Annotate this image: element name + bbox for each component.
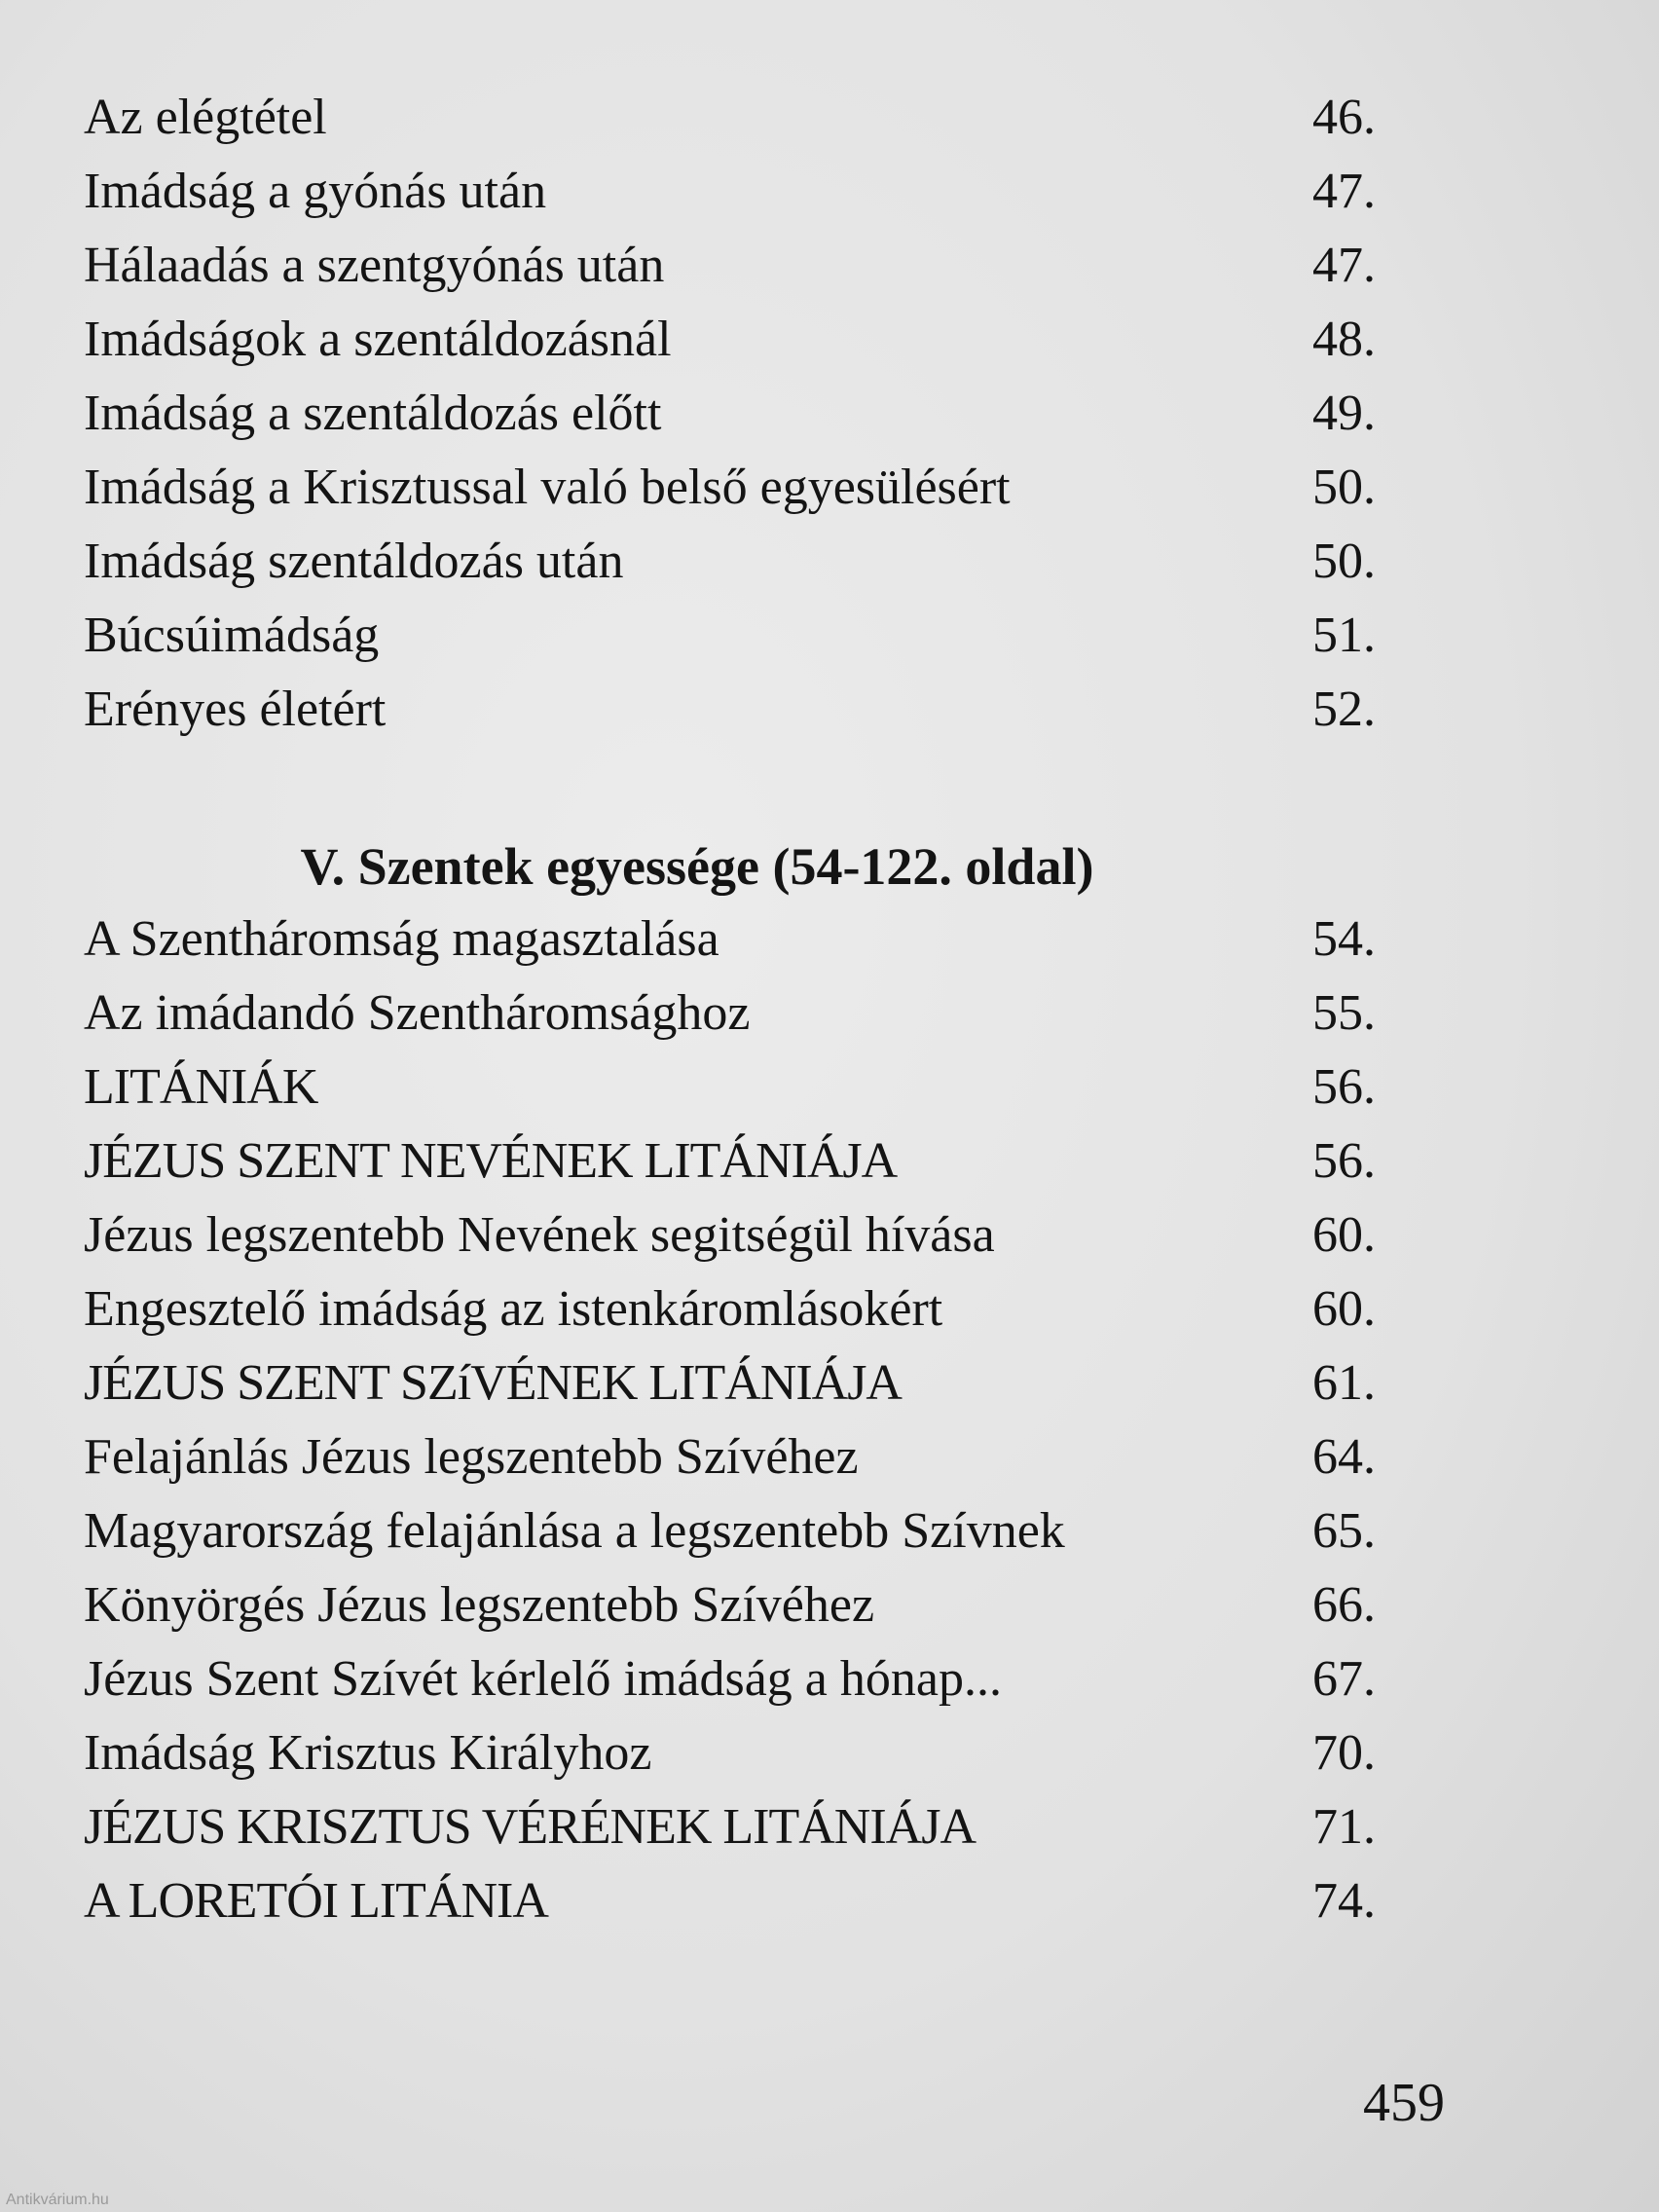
toc-entry	[84, 1493, 1388, 1569]
entry-page: 56.	[1312, 1059, 1376, 1115]
page-number: 459	[1363, 2073, 1445, 2133]
entry-title: JÉZUS KRISZTUS VÉRÉNEK LITÁNIÁJA	[84, 1799, 977, 1855]
entry-page: 61.	[1312, 1355, 1376, 1411]
toc-entry	[84, 1346, 1388, 1421]
entry-title: JÉZUS SZENT NEVÉNEK LITÁNIÁJA	[84, 1133, 898, 1189]
toc-entry	[84, 902, 1388, 977]
entry-title: Búcsúimádság	[84, 608, 380, 663]
entry-page: 67.	[1312, 1651, 1376, 1707]
toc-entry	[84, 1641, 1388, 1717]
entry-title: Az imádandó Szentháromsághoz	[84, 985, 751, 1041]
entry-title: Imádság a szentáldozás előtt	[84, 386, 662, 441]
entry-title: A LORETÓI LITÁNIA	[84, 1873, 548, 1929]
entry-page: 52.	[1312, 682, 1376, 737]
entry-page: 66.	[1312, 1577, 1376, 1633]
toc-entry	[84, 228, 1388, 304]
entry-title: A Szentháromság magasztalása	[84, 911, 719, 967]
entry-title: Hálaadás a szentgyónás után	[84, 238, 665, 293]
toc-entry	[84, 302, 1388, 378]
entry-title: Imádság a gyónás után	[84, 164, 547, 219]
entry-page: 60.	[1312, 1207, 1376, 1263]
toc-entry	[84, 1419, 1388, 1495]
entry-page: 64.	[1312, 1429, 1376, 1485]
entry-page: 55.	[1312, 985, 1376, 1041]
entry-title: Felajánlás Jézus legszentebb Szívéhez	[84, 1429, 859, 1485]
entry-page: 48.	[1312, 312, 1376, 367]
watermark-text: Antikvárium.hu	[6, 2192, 109, 2208]
entry-title: Imádságok a szentáldozásnál	[84, 312, 672, 367]
toc-entry	[84, 1124, 1388, 1199]
toc-entry	[84, 154, 1388, 230]
entry-page: 65.	[1312, 1503, 1376, 1559]
entry-title: Jézus legszentebb Nevének segitségül hívása	[84, 1207, 995, 1263]
entry-page: 50.	[1312, 460, 1376, 515]
entry-page: 47.	[1312, 238, 1376, 293]
entry-page: 74.	[1312, 1873, 1376, 1929]
toc-entry	[84, 1863, 1388, 1939]
entry-page: 54.	[1312, 911, 1376, 967]
entry-title: Imádság a Krisztussal való belső egyesülésért	[84, 460, 1011, 515]
toc-entry	[84, 376, 1388, 452]
toc-entry	[84, 1198, 1388, 1273]
toc-entry	[84, 1789, 1388, 1865]
toc-entry	[84, 598, 1388, 674]
entry-page: 70.	[1312, 1725, 1376, 1781]
entry-page: 49.	[1312, 386, 1376, 441]
entry-page: 46.	[1312, 90, 1376, 145]
entry-title: Az elégtétel	[84, 90, 327, 145]
entry-page: 50.	[1312, 534, 1376, 589]
toc-entry	[84, 1715, 1388, 1791]
toc-entry	[84, 1567, 1388, 1643]
entry-page: 47.	[1312, 164, 1376, 219]
entry-title: Erényes életért	[84, 682, 387, 737]
entry-page: 51.	[1312, 608, 1376, 663]
entry-title: Imádság szentáldozás után	[84, 534, 624, 589]
toc-entry	[84, 450, 1388, 526]
entry-title: Jézus Szent Szívét kérlelő imádság a hónap...	[84, 1651, 1002, 1707]
entry-title: Magyarország felajánlása a legszentebb Szívnek	[84, 1503, 1065, 1559]
entry-page: 71.	[1312, 1799, 1376, 1855]
toc-entry	[84, 1272, 1388, 1347]
entry-title: JÉZUS SZENT SZíVÉNEK LITÁNIÁJA	[84, 1355, 902, 1411]
toc-entry	[84, 976, 1388, 1051]
toc-entry	[84, 524, 1388, 600]
toc-entry	[84, 672, 1388, 748]
toc-entry	[84, 1050, 1388, 1125]
section-heading: V. Szentek egyessége (54-122. oldal)	[300, 837, 1094, 896]
entry-page: 60.	[1312, 1281, 1376, 1337]
entry-page: 56.	[1312, 1133, 1376, 1189]
toc-entry	[84, 80, 1388, 156]
entry-title: Engesztelő imádság az istenkáromlásokért	[84, 1281, 943, 1337]
entry-title: Imádság Krisztus Királyhoz	[84, 1725, 652, 1781]
entry-title: LITÁNIÁK	[84, 1059, 318, 1115]
entry-title: Könyörgés Jézus legszentebb Szívéhez	[84, 1577, 875, 1633]
